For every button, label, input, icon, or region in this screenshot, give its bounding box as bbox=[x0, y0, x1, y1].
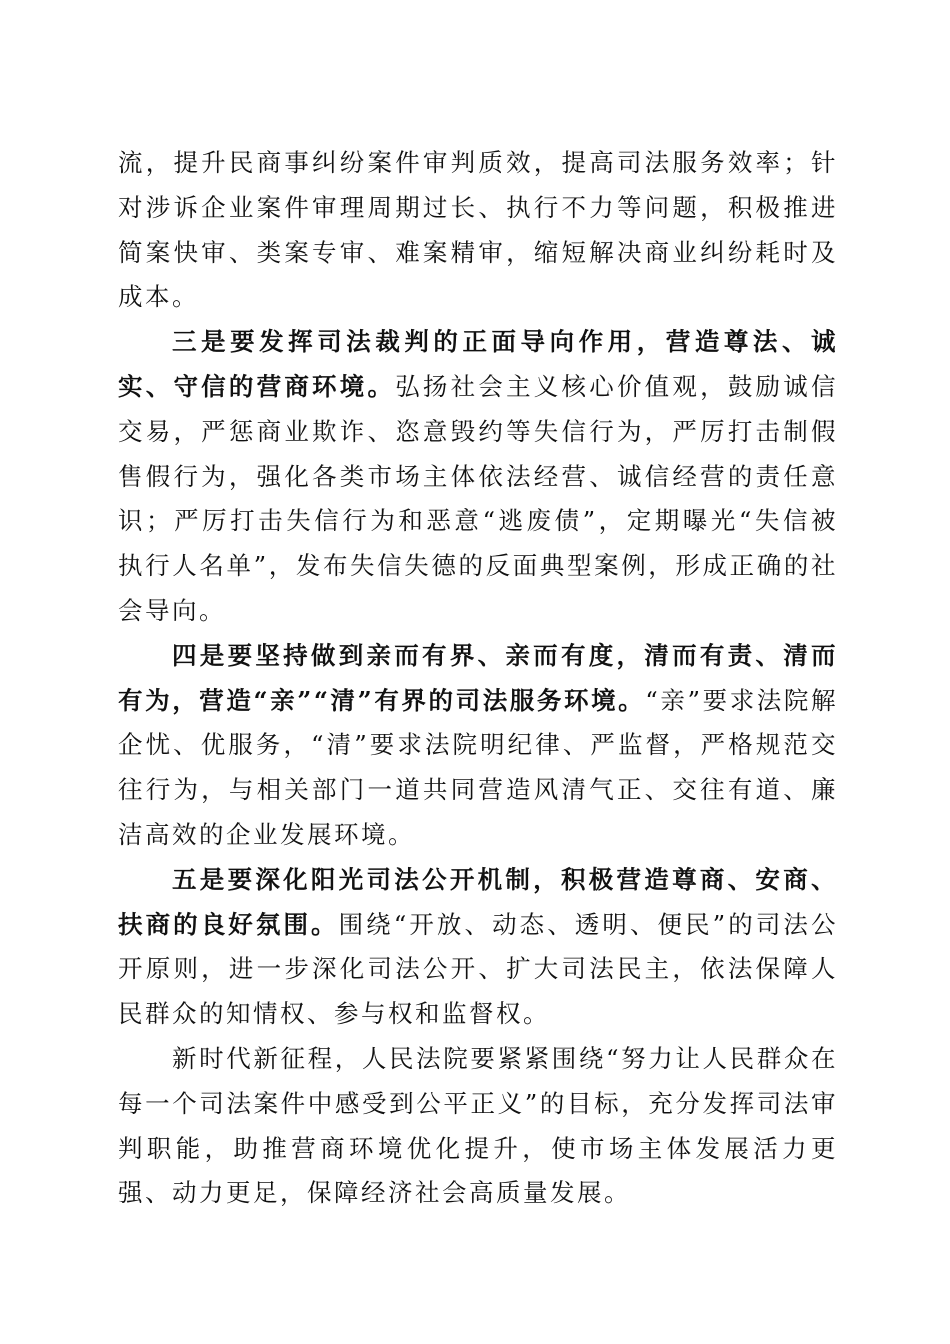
paragraph-point-four bbox=[118, 634, 838, 858]
paragraph-text: “亲”要求法院解企忧、优服务，“清”要求法院明纪律、严监督，严格规范交往行为，与相关部门一道共同营造风清气正、交往有道、廉洁高效的企业发展环境。 bbox=[118, 685, 838, 849]
paragraph-text: 弘扬社会主义核心价值观，鼓励诚信交易，严惩商业欺诈、恣意毁约等失信行为，严厉打击制假售假行为，强化各类市场主体依法经营、诚信经营的责任意识；严厉打击失信行为和恶意“逃废债”，定期曝光“失信被执行人名单”，发布失信失德的反面典型案例，形成正确的社会导向。 bbox=[118, 371, 839, 625]
paragraph-text: 新时代新征程，人民法院要紧紧围绕“努力让人民群众在每一个司法案件中感受到公平正义”的目标，充分发挥司法审判职能，助推营商环境优化提升，使市场主体发展活力更强、动力更足，保障经济社会高质量发展。 bbox=[118, 1043, 838, 1208]
paragraph-text: 围绕“开放、动态、透明、便民”的司法公开原则，进一步深化司法公开、扩大司法民主，依法保障人民群众的知情权、参与权和监督权。 bbox=[118, 909, 838, 1029]
paragraph-continuation bbox=[118, 141, 838, 320]
document-body bbox=[118, 141, 838, 1216]
paragraph-lead: 三是要发挥司法裁判的正面导向作用，营造尊法、诚实、守信的营商环境。 bbox=[118, 327, 838, 401]
paragraph-conclusion bbox=[118, 1037, 838, 1216]
paragraph-point-three bbox=[118, 320, 838, 634]
paragraph-lead: 五是要深化阳光司法公开机制，积极营造尊商、安商、扶商的良好氛围。 bbox=[118, 864, 838, 939]
paragraph-point-five bbox=[118, 858, 838, 1037]
paragraph-lead: 四是要坚持做到亲而有界、亲而有度，清而有责、清而有为，营造“亲”“清”有界的司法服务环境。 bbox=[118, 640, 838, 715]
paragraph-text: 流，提升民商事纠纷案件审判质效，提高司法服务效率；针对涉诉企业案件审理周期过长、执行不力等问题，积极推进简案快审、类案专审、难案精审，缩短解决商业纠纷耗时及成本。 bbox=[118, 148, 838, 312]
